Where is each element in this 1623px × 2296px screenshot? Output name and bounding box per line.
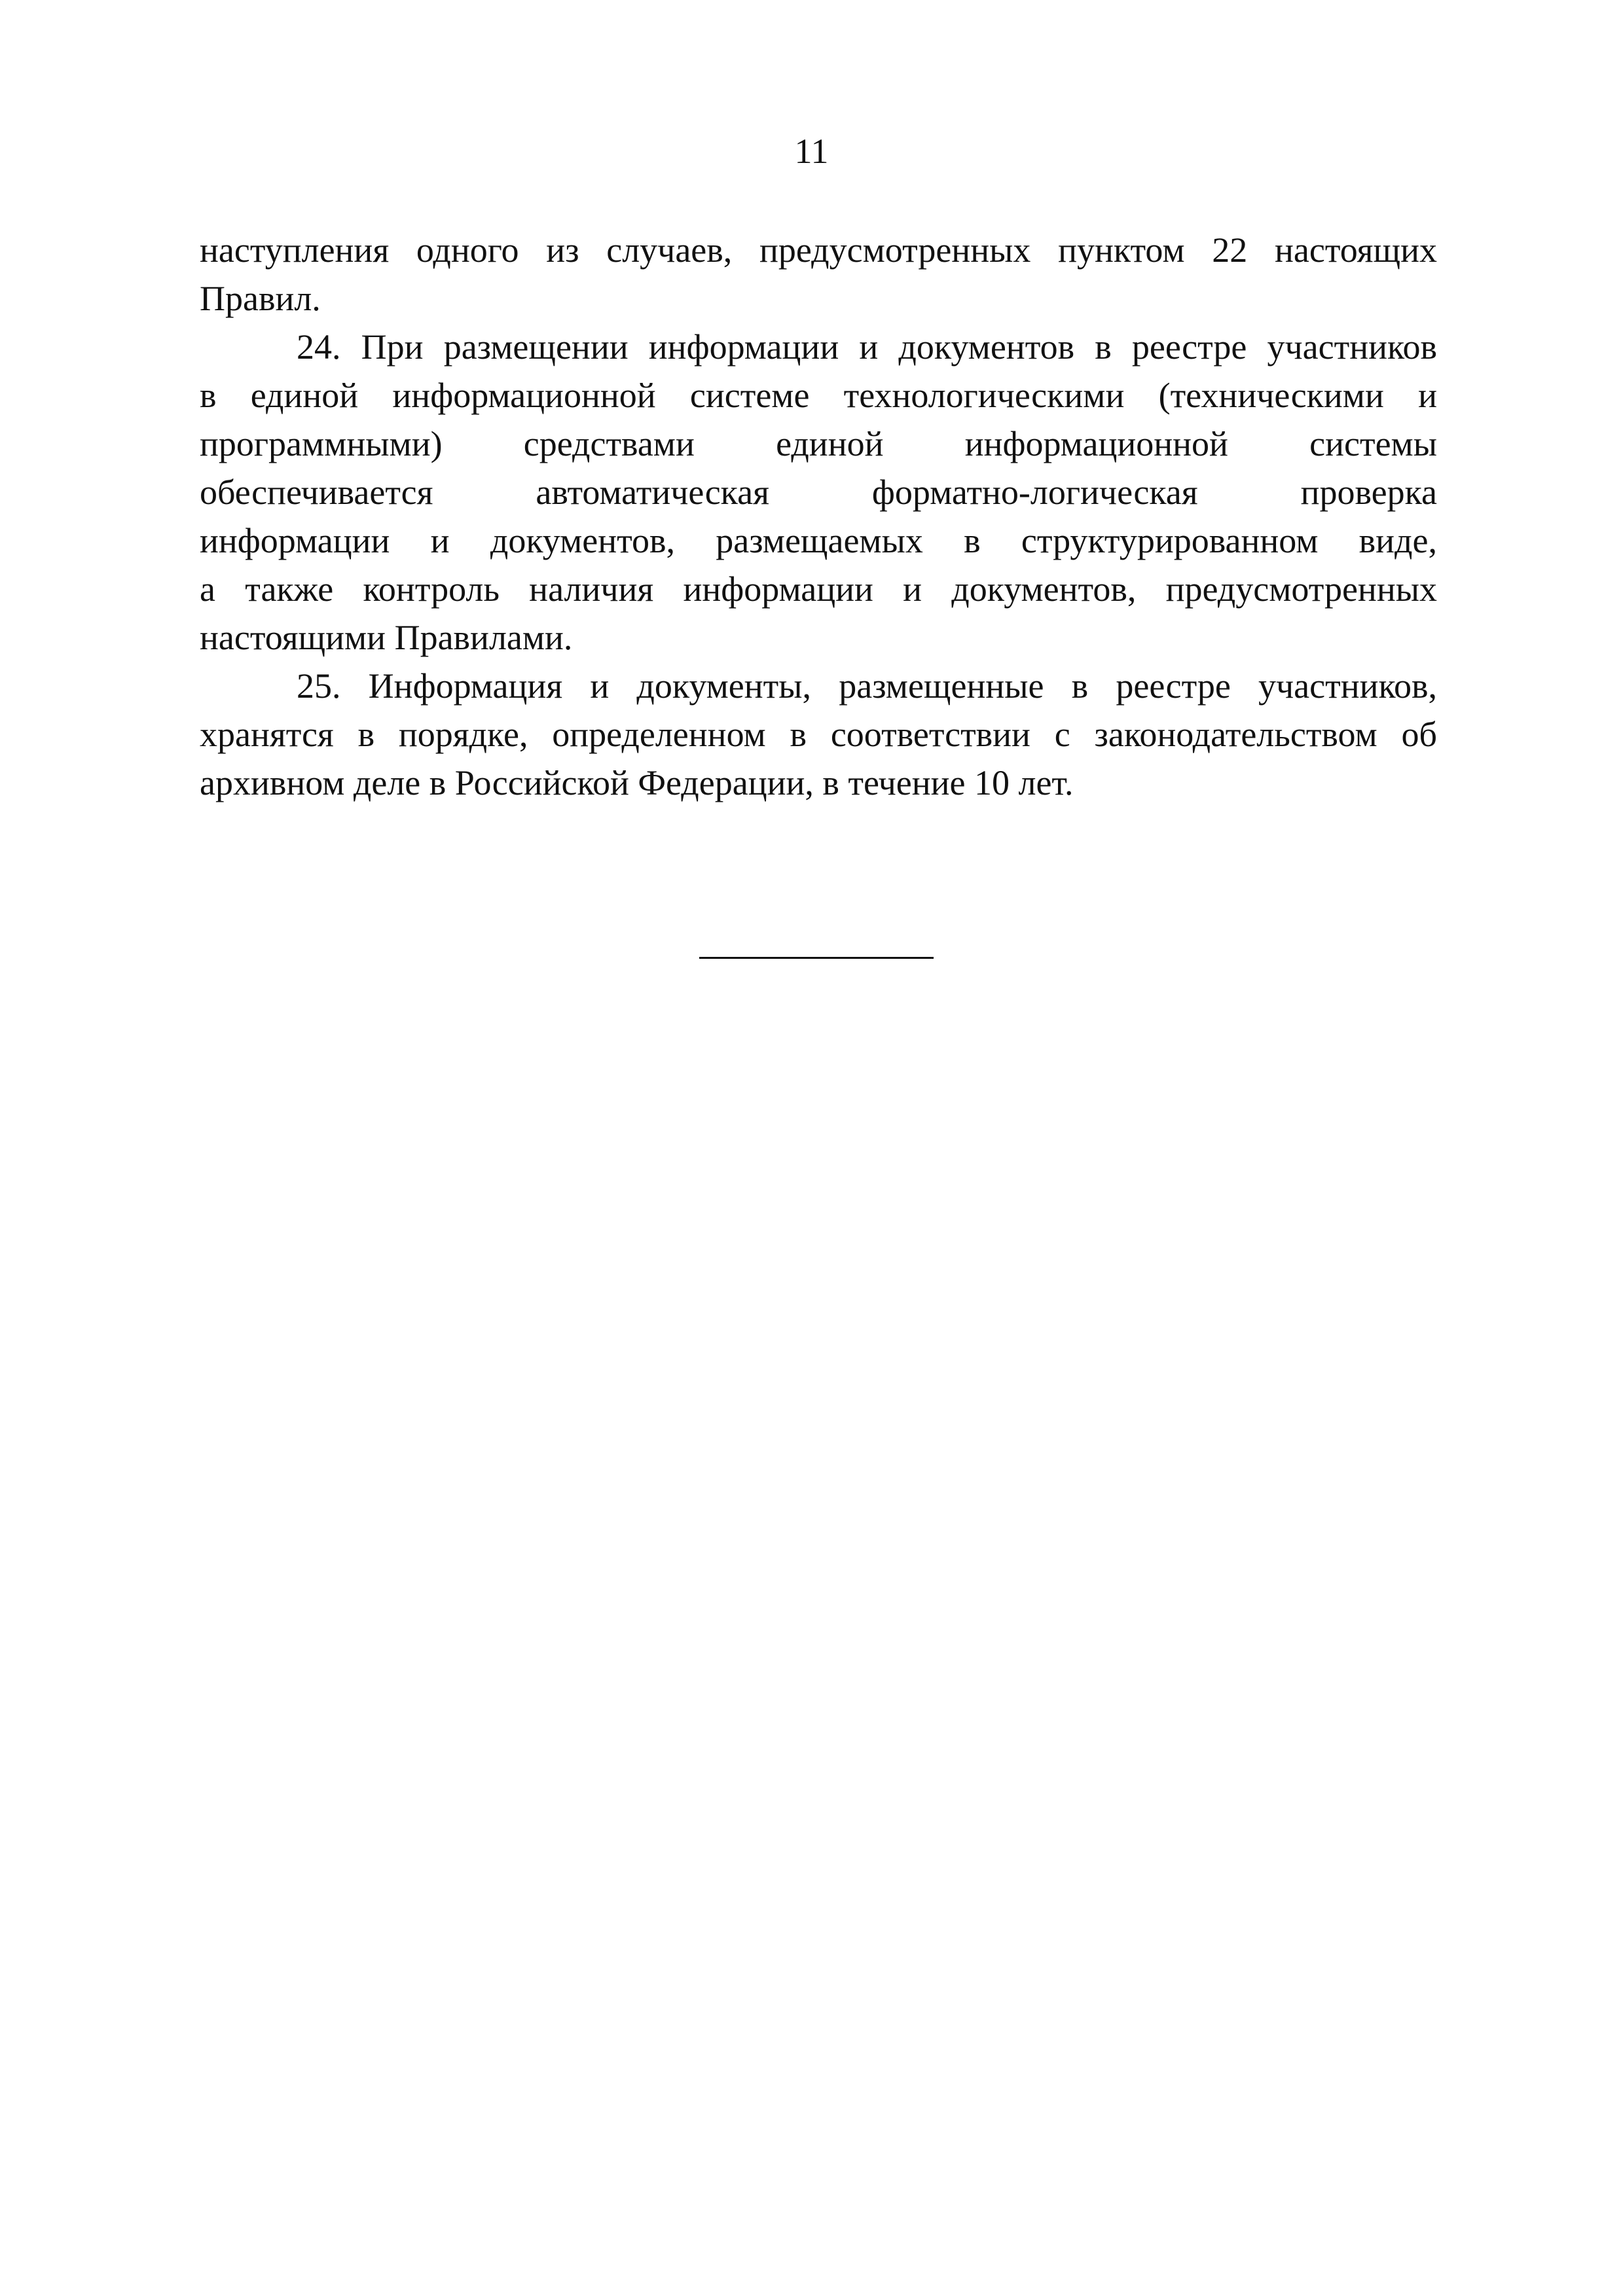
text-line: наступления одного из случаев, предусмотренных пунктом 22 настоящих — [200, 230, 1437, 270]
text-line: а также контроль наличия информации и документов, предусмотренных — [200, 569, 1437, 609]
text-line: настоящими Правилами. — [200, 618, 573, 657]
page-number: 11 — [794, 132, 829, 171]
text-line: 24. При размещении информации и документов в реестре участников — [297, 327, 1437, 367]
text-line: архивном деле в Российской Федерации, в течение 10 лет. — [200, 763, 1074, 802]
end-of-text-rule — [699, 957, 934, 959]
text-line: обеспечивается автоматическая форматно-логическая проверка — [200, 473, 1437, 512]
text-line: в единой информационной системе технологическими (техническими и — [200, 376, 1437, 415]
text-line: Правил. — [200, 279, 321, 318]
body-text — [200, 226, 1437, 807]
text-line: информации и документов, размещаемых в структурированном виде, — [200, 521, 1437, 560]
text-line: хранятся в порядке, определенном в соответствии с законодательством об — [200, 715, 1437, 754]
text-line: 25. Информация и документы, размещенные в реестре участников, — [297, 666, 1437, 706]
text-line: программными) средствами единой информационной системы — [200, 424, 1437, 463]
